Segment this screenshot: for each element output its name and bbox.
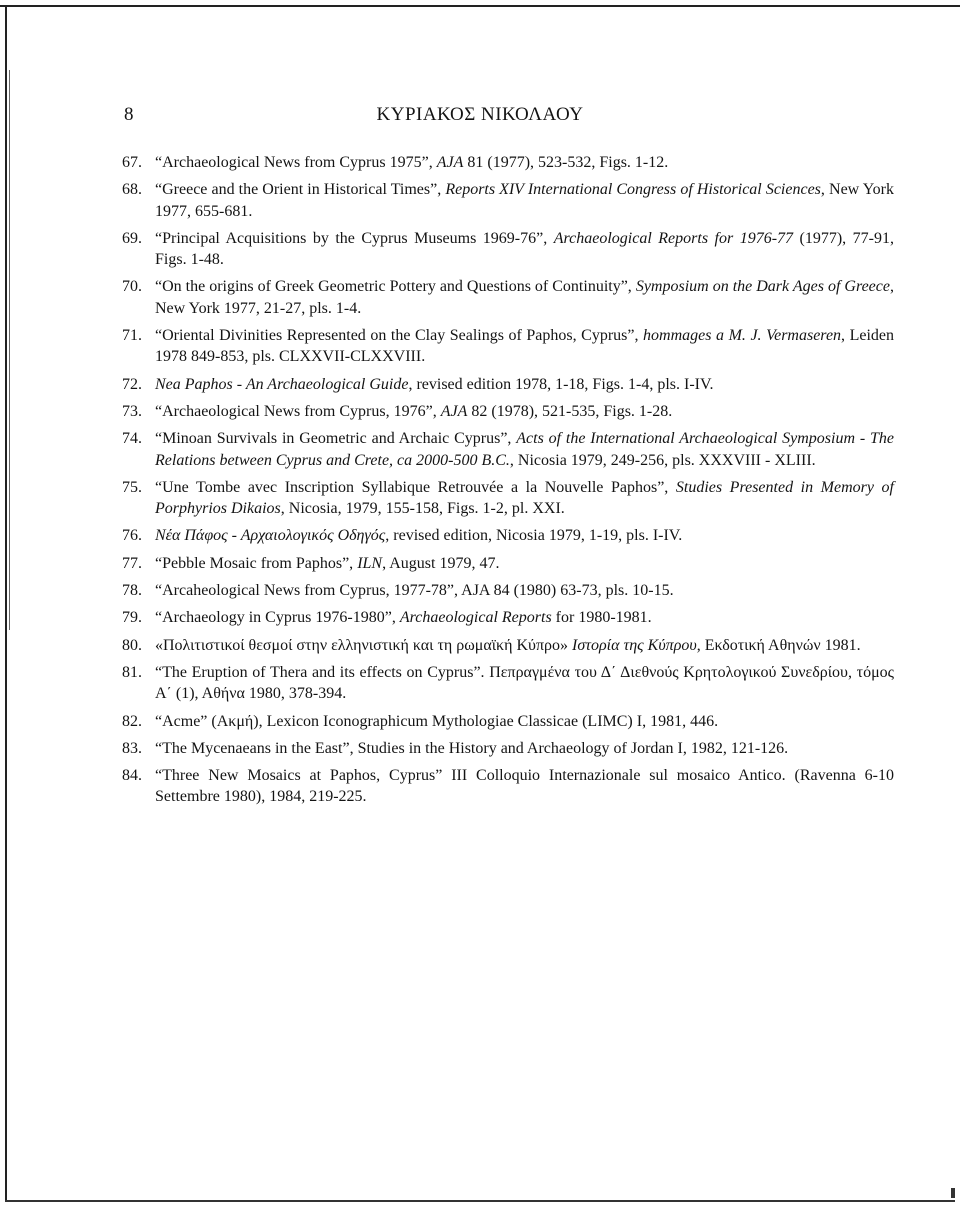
- reference-number: 81.: [122, 663, 142, 681]
- page-frame-left-border: [5, 5, 7, 1200]
- reference-number: 72.: [122, 375, 142, 393]
- reference-number: 77.: [122, 554, 142, 572]
- reference-number: 73.: [122, 402, 142, 420]
- page-frame-left-shadow: [9, 70, 10, 630]
- reference-entry: [122, 662, 894, 705]
- reference-text: “Principal Acquisitions by the Cyprus Museums 1969-76”, Archaeological Reports for 1976-77 (1977), 77-91, Figs. 1-48.: [155, 229, 894, 269]
- reference-number: 71.: [122, 327, 142, 345]
- reference-number: 70.: [122, 278, 142, 296]
- reference-text: «Πολιτιστικοί θεσμοί στην ελληνιστική και τη ρωμαϊκή Κύπρο» Ιστορία της Κύπρου, Εκδοτική Αθηνών 1981.: [155, 636, 861, 654]
- reference-text: “The Mycenaeans in the East”, Studies in the History and Archaeology of Jordan I, 1982, 121-126.: [155, 739, 789, 757]
- reference-entry: [122, 477, 894, 520]
- reference-entry: [122, 374, 894, 395]
- reference-number: 76.: [122, 527, 142, 545]
- page-number: 8: [124, 104, 134, 125]
- reference-number: 84.: [122, 767, 142, 785]
- page-frame-bottom-border: [5, 1200, 955, 1202]
- page-header: [0, 104, 960, 128]
- reference-entry: [122, 580, 894, 601]
- reference-entry: [122, 553, 894, 574]
- reference-text: “Minoan Survivals in Geometric and Archaic Cyprus”, Acts of the International Archaeological Symposium - The Relations between Cyprus and Crete, ca 2000-500 B.C., Nicosia 1979, 249-256, pls. XXXVIII - XLIII.: [155, 430, 895, 469]
- reference-text: “Three New Mosaics at Paphos, Cyprus” III Colloquio Internazionale sul mosaico Antico. (Ravenna 6-10 Settembre 1980), 1984, 219-225.: [155, 767, 894, 806]
- reference-text: Nea Paphos - An Archaeological Guide, revised edition 1978, 1-18, Figs. 1-4, pls. I-IV.: [155, 375, 714, 393]
- reference-number: 67.: [122, 154, 142, 171]
- reference-text: “Pebble Mosaic from Paphos”, ILN, August 1979, 47.: [155, 554, 500, 572]
- reference-number: 82.: [122, 712, 142, 730]
- reference-entry: [122, 525, 894, 546]
- reference-number: 83.: [122, 739, 142, 757]
- reference-text: “Une Tombe avec Inscription Syllabique Retrouvée a la Nouvelle Paphos”, Studies Presented in Memory of Porphyrios Dikaios, Nicosia, 1979, 155-158, Figs. 1-2, pl. XXI.: [155, 478, 895, 518]
- reference-text: “Oriental Divinities Represented on the Clay Sealings of Paphos, Cyprus”, hommages a M. J. Vermaseren, Leiden 1978 849-853, pls. CLXXVII-CLXXVIII.: [155, 327, 895, 366]
- corner-mark: [951, 1188, 955, 1198]
- reference-text: “Archaeological News from Cyprus, 1976”, AJA 82 (1978), 521-535, Figs. 1-28.: [155, 402, 673, 420]
- reference-text: “Archaeological News from Cyprus 1975”, AJA 81 (1977), 523-532, Figs. 1-12.: [155, 154, 669, 171]
- reference-entry: [122, 765, 894, 808]
- reference-entry: [122, 711, 894, 732]
- reference-text: “Arcaheological News from Cyprus, 1977-78”, AJA 84 (1980) 63-73, pls. 10-15.: [155, 582, 674, 600]
- reference-text: “The Eruption of Thera and its effects on Cyprus”. Πεπραγμένα του Δ΄ Διεθνούς Κρητολογικού Συνεδρίου, τόμος Α΄ (1), Αθήνα 1980, 378-394.: [155, 663, 894, 703]
- reference-entry: [122, 276, 894, 319]
- reference-entry: [122, 228, 894, 271]
- reference-entry: [122, 428, 894, 471]
- reference-text: “On the origins of Greek Geometric Pottery and Questions of Continuity”, Symposium on the Dark Ages of Greece, New York 1977, 21-27, pls. 1-4.: [155, 278, 894, 317]
- reference-entry: [122, 401, 894, 422]
- reference-text: “Archaeology in Cyprus 1976-1980”, Archaeological Reports for 1980-1981.: [155, 609, 652, 627]
- reference-entry: [122, 325, 894, 368]
- reference-entry: [122, 607, 894, 628]
- reference-text: “Acme” (Ακμή), Lexicon Iconographicum Mythologiae Classicae (LIMC) I, 1981, 446.: [155, 712, 719, 730]
- reference-number: 74.: [122, 430, 142, 448]
- reference-text: “Greece and the Orient in Historical Times”, Reports XIV International Congress of Historical Sciences, New York 1977, 655-681.: [155, 181, 894, 220]
- reference-entry: [122, 152, 894, 173]
- reference-entry: [122, 738, 894, 759]
- reference-entry: [122, 179, 894, 222]
- reference-number: 78.: [122, 582, 142, 600]
- reference-number: 69.: [122, 229, 142, 247]
- reference-number: 79.: [122, 609, 142, 627]
- reference-number: 80.: [122, 636, 142, 654]
- reference-number: 75.: [122, 478, 142, 496]
- reference-number: 68.: [122, 181, 142, 199]
- running-head: ΚΥΡΙΑΚΟΣ ΝΙΚΟΛΑΟΥ: [376, 104, 584, 125]
- reference-entry: [122, 635, 894, 656]
- page-frame-top-border: [0, 5, 960, 7]
- reference-text: Νέα Πάφος - Αρχαιολογικός Οδηγός, revised edition, Nicosia 1979, 1-19, pls. I-IV.: [155, 527, 683, 545]
- reference-list: [122, 152, 894, 814]
